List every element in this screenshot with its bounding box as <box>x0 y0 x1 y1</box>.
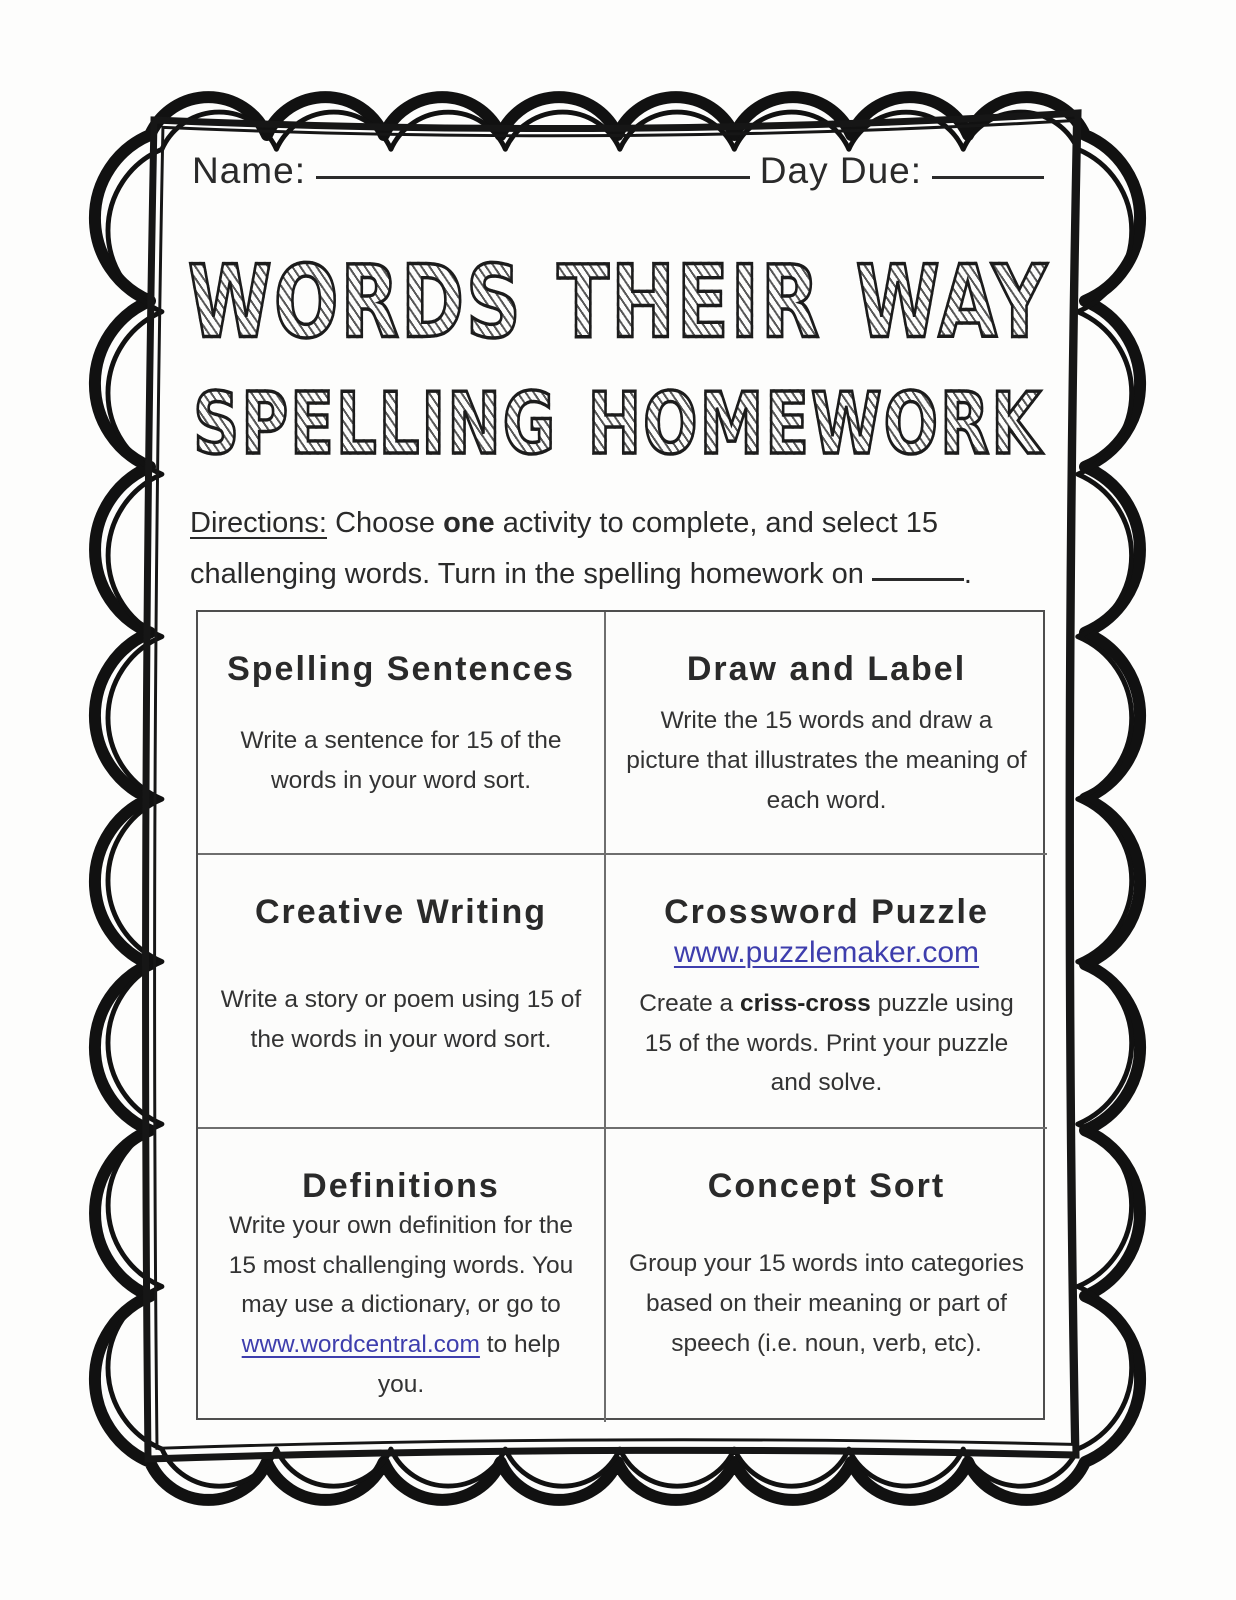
activity-title: Creative Writing <box>254 893 548 931</box>
name-blank-line[interactable] <box>316 176 750 179</box>
activity-cell-definitions <box>198 1129 606 1422</box>
activity-title: Definitions <box>302 1167 500 1205</box>
directions-text-1: Choose <box>335 507 436 539</box>
definitions-desc-2: to help you. <box>377 1331 561 1398</box>
criss-cross-bold: criss-cross <box>740 989 871 1017</box>
directions-paragraph <box>190 498 1032 600</box>
activity-description: Write a sentence for 15 of the words in your word sort. <box>240 727 562 794</box>
directions-text-2: activity to complete, and select 15 challenging words. Turn in the spelling homework on <box>190 507 938 590</box>
activity-description: Write a story or poem using 15 of the words in your word sort. <box>220 985 582 1053</box>
activity-table <box>196 610 1045 1420</box>
activity-cell-crossword-puzzle <box>606 855 1047 1129</box>
name-due-row <box>192 150 1044 192</box>
activity-description <box>216 1206 586 1404</box>
directions-label: Directions: <box>190 507 327 539</box>
activity-title: Spelling Sentences <box>227 650 575 688</box>
worksheet-title <box>188 242 1049 475</box>
name-label: Name: <box>192 150 306 191</box>
crossword-desc-2: puzzle using 15 of the words. Print your puzzle and solve. <box>644 989 1014 1097</box>
title-line-2: SPELLING HOMEWORK <box>188 383 1048 467</box>
puzzlemaker-link[interactable]: www.puzzlemaker.com <box>673 935 980 969</box>
activity-cell-draw-and-label <box>606 612 1047 855</box>
crossword-desc-1: Create a <box>639 989 734 1017</box>
activity-title: Crossword Puzzle <box>664 893 989 931</box>
activity-title: Concept Sort <box>707 1167 946 1205</box>
directions-bold-one: one <box>443 507 495 539</box>
activity-title: Draw and Label <box>686 650 967 688</box>
directions-period: . <box>963 557 972 590</box>
activity-description <box>624 984 1029 1103</box>
activity-description: Write the 15 words and draw a picture that illustrates the meaning of each word. <box>626 707 1027 814</box>
wordcentral-link[interactable]: www.wordcentral.com <box>241 1331 480 1359</box>
day-due-label: Day Due: <box>759 150 922 191</box>
title-line-1: WORDS THEIR WAY <box>188 242 1049 361</box>
day-due-blank-line[interactable] <box>932 176 1044 179</box>
turn-in-blank-line[interactable] <box>872 578 964 581</box>
activity-cell-concept-sort <box>606 1129 1047 1422</box>
activity-description: Group your 15 words into categories based on their meaning or part of speech (i.e. noun, verb, etc). <box>629 1250 1024 1357</box>
activity-cell-spelling-sentences <box>198 612 606 855</box>
definitions-desc-1: Write your own definition for the 15 most challenging words. You may use a dictionary, or go to <box>228 1212 574 1319</box>
activity-cell-creative-writing <box>198 855 606 1129</box>
